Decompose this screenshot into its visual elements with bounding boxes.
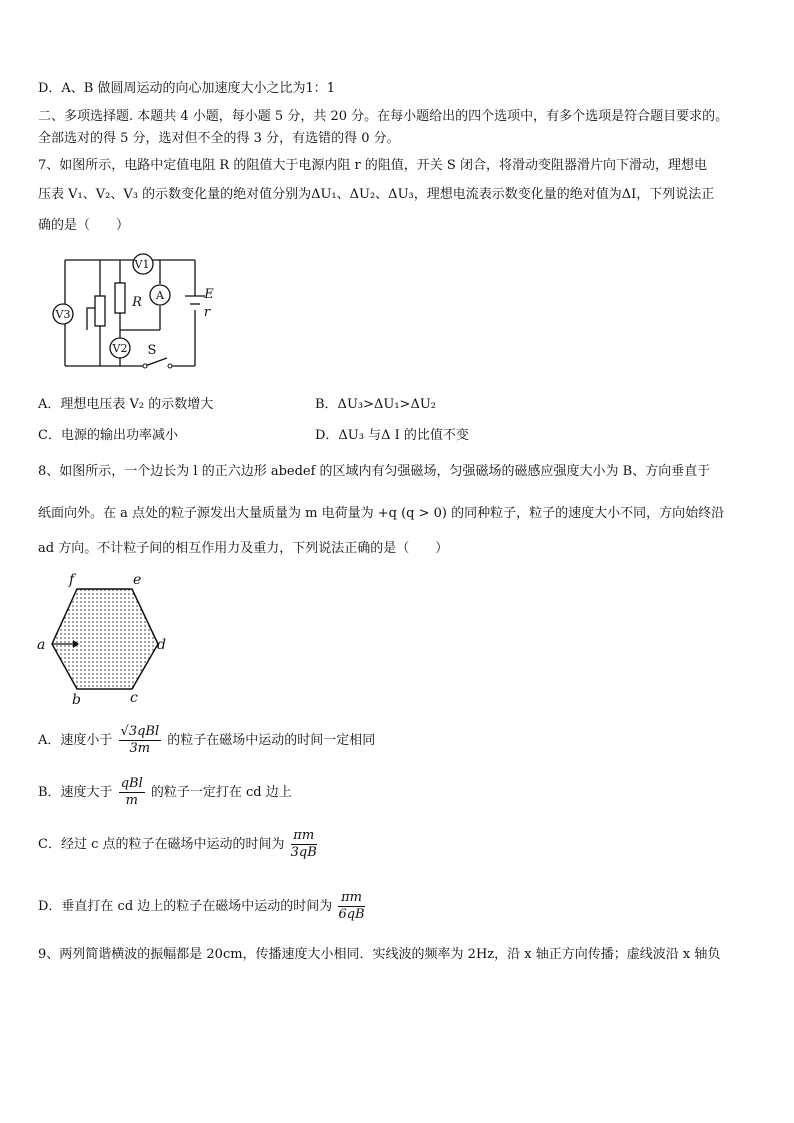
q8-option-d: D．垂直打在 cd 边上的粒子在磁场中运动的时间为 $\frac{\pi m}{6qB}$ [38,890,365,922]
q8-option-b-fraction: $\frac{\text{qBl}}{m}$ [120,776,143,808]
q7-stem-line1: 7、如图所示，电路中定值电阻 R 的阻值大于电源内阻 r 的阻值，开关 S 闭合，将滑动变阻器滑片向下滑动，理想电 [38,158,707,173]
q8-option-a-fraction: $\frac{\text{√3qBl}}{3m}$ [120,724,160,756]
vertex-f-label: f [69,572,75,588]
q8-option-c-fraction: $\frac{\pi m}{3qB}$ [290,828,317,860]
v1-label: V1 [134,258,150,271]
q7-option-c: C．电源的输出功率减小 [38,428,178,443]
q8-option-b: B．速度大于 $\frac{\text{qBl}}{m}$ 的粒子一定打在 cd 边上 [38,776,292,808]
q7-option-a: A．理想电压表 V₂ 的示数增大 [38,397,214,412]
q6-option-d: D．A、B 做圆周运动的向心加速度大小之比为1：1 [38,81,336,96]
section2-line1: 二、多项选择题. 本题共 4 小题，每小题 5 分，共 20 分。在每小题给出的四个选项中，有多个选项是符合题目要求的。 [38,109,729,124]
q8-option-c: C．经过 c 点的粒子在磁场中运动的时间为 $\frac{\pi m}{3qB}$ [38,828,317,860]
q8-option-d-fraction: $\frac{\pi m}{6qB}$ [338,890,365,922]
q8-stem-line1: 8、如图所示，一个边长为 l 的正六边形 abedef 的区域内有匀强磁场，匀强磁场的磁感应强度大小为 B、方向垂直于 [38,464,711,479]
vertex-d-label: d [157,637,166,653]
section2-line2: 全部选对的得 5 分，选对但不全的得 3 分，有选错的得 0 分。 [38,131,400,146]
v2-label: V2 [112,342,128,355]
emf-label: E [204,287,214,302]
q8-option-a: A．速度小于 $\frac{\text{√3qBl}}{3m}$ 的粒子在磁场中运动的时间一定相同 [38,724,376,756]
q8-hexagon-diagram [35,568,175,710]
q7-option-d: D．ΔU₃ 与Δ I 的比值不变 [315,428,469,443]
v3-label: V3 [55,308,71,321]
q7-circuit-diagram [45,248,225,373]
q7-stem-line2: 压表 V₁、V₂、V₃ 的示数变化量的绝对值分别为ΔU₁、ΔU₂、ΔU₃，理想电流表示数变化量的绝对值为ΔI，下列说法正 [38,187,715,202]
q7-option-b: B．ΔU₃>ΔU₁>ΔU₂ [315,397,437,412]
switch-label: S [147,343,157,358]
vertex-c-label: c [130,690,138,706]
internal-r-label: r [203,305,211,320]
vertex-b-label: b [72,692,81,708]
q8-stem-line3: ad 方向。不计粒子间的相互作用力及重力，下列说法正确的是（ ） [38,541,449,556]
vertex-a-label: a [37,637,46,653]
r-resistor-label: R [132,295,142,310]
q9-stem-line1: 9、两列简谐横波的振幅都是 20cm，传播速度大小相同．实线波的频率为 2Hz，沿 x 轴正方向传播；虚线波沿 x 轴负 [38,947,721,962]
vertex-e-label: e [133,572,142,588]
ammeter-label: A [156,289,164,302]
q8-stem-line2: 纸面向外。在 a 点处的粒子源发出大量质量为 m 电荷量为 +q (q > 0) 的同种粒子，粒子的速度大小不同，方向始终沿 [38,506,725,521]
q7-stem-line3: 确的是（ ） [38,218,130,233]
